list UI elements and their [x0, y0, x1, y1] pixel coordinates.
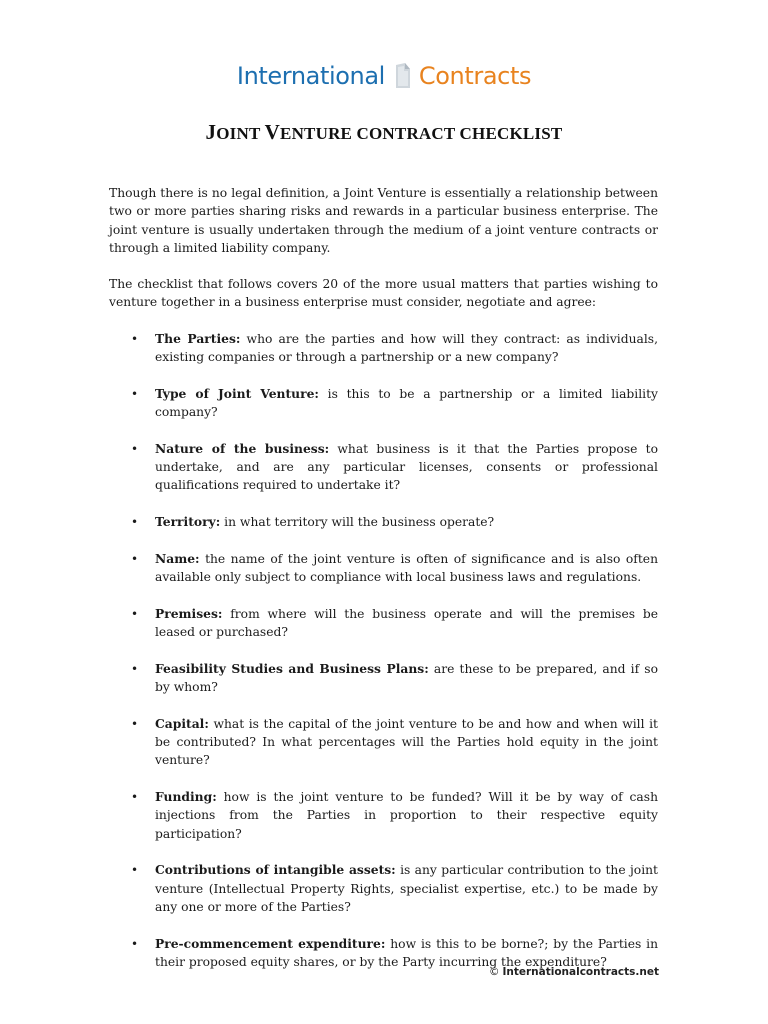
bullet-icon: •: [131, 606, 139, 621]
item-text: the name of the joint venture is often of significance and is also often available only subject to compliance with local business laws and regulations.: [155, 551, 658, 585]
footer-site: Internationalcontracts.net: [502, 966, 659, 978]
item-term: Capital:: [155, 715, 209, 731]
title-part-enture: ENTURE CONTRACT CHECKLIST: [280, 124, 563, 143]
bullet-icon: •: [131, 716, 139, 731]
item-term: Premises:: [155, 605, 223, 621]
title-part-oint: OINT: [216, 124, 265, 143]
item-text: are these to be prepared, and if so by whom?: [155, 661, 658, 694]
item-text: how is the joint venture to be funded? Will it be by way of cash injections from the Parties in proportion to their respective equity participation?: [155, 789, 658, 841]
list-item: [109, 330, 658, 367]
item-text: in what territory will the business operate?: [220, 515, 495, 530]
item-term: Contributions of intangible assets:: [155, 862, 396, 878]
bullet-icon: •: [131, 661, 139, 676]
lead-in-paragraph: The checklist that follows covers 20 of the more usual matters that parties wishing to venture together in a business enterprise must consider, negotiate and agree:: [109, 277, 658, 310]
item-text: what is the capital of the joint venture to be and how and when will it be contributed? In what percentages will the Parties hold equity in the joint venture?: [155, 716, 658, 768]
item-text: from where will the business operate and will the premises be leased or purchased?: [155, 606, 658, 639]
list-item: [109, 861, 658, 916]
list-item: [109, 513, 658, 531]
list-item: [109, 550, 658, 587]
list-item: [109, 605, 658, 642]
list-item: [109, 385, 658, 422]
list-item: [109, 440, 658, 495]
document-body: [109, 184, 658, 990]
title-initial-j: J: [205, 120, 217, 144]
bullet-icon: •: [131, 386, 139, 401]
item-term: Feasibility Studies and Business Plans:: [155, 660, 429, 676]
item-term: Name:: [155, 550, 200, 566]
bullet-icon: •: [131, 936, 139, 951]
bullet-icon: •: [131, 441, 139, 456]
logo-word-contracts: Contracts: [418, 62, 532, 90]
page-title: [0, 120, 768, 145]
intro-paragraph: Though there is no legal definition, a Joint Venture is essentially a relationship between two or more parties sharing risks and rewards in a particular business enterprise. The joint venture is usually undertaken through the medium of a joint venture contracts or through a limited liability company.: [109, 186, 658, 255]
item-term: Funding:: [155, 788, 217, 804]
item-term: The Parties:: [155, 330, 241, 346]
bullet-icon: •: [131, 789, 139, 804]
item-text: is any particular contribution to the joint venture (Intellectual Property Rights, specialist expertise, etc.) to be made by any one or more of the Parties?: [155, 863, 658, 914]
list-item: [109, 788, 658, 843]
checklist: [109, 330, 658, 971]
document-page-icon: [394, 62, 412, 90]
bullet-icon: •: [131, 863, 139, 878]
item-term: Nature of the business:: [155, 440, 330, 456]
bullet-icon: •: [131, 551, 139, 566]
item-term: Type of Joint Venture:: [155, 385, 319, 401]
item-text: how is this to be borne?; by the Parties in their proposed equity shares, or by the Party incurring the expenditure?: [155, 936, 658, 969]
item-text: is this to be a partnership or a limited liability company?: [155, 386, 658, 420]
list-item: [109, 715, 658, 770]
title-initial-v: V: [264, 120, 281, 144]
item-term: Territory:: [155, 514, 221, 530]
item-text: who are the parties and how will they contract: as individuals, existing companies or through a partnership or a new company?: [155, 331, 658, 365]
logo-word-international: International: [236, 62, 385, 90]
bullet-icon: •: [131, 515, 139, 530]
list-item: [109, 660, 658, 697]
item-term: Pre-commencement expenditure:: [155, 935, 386, 951]
item-text: what business is it that the Parties propose to undertake, and are any particular licenses, consents or professional qualifications required to undertake it?: [155, 441, 658, 493]
bullet-icon: •: [131, 331, 139, 346]
logo: [0, 58, 768, 94]
copyright-symbol: ©: [488, 966, 500, 978]
footer-copyright: [489, 966, 659, 978]
